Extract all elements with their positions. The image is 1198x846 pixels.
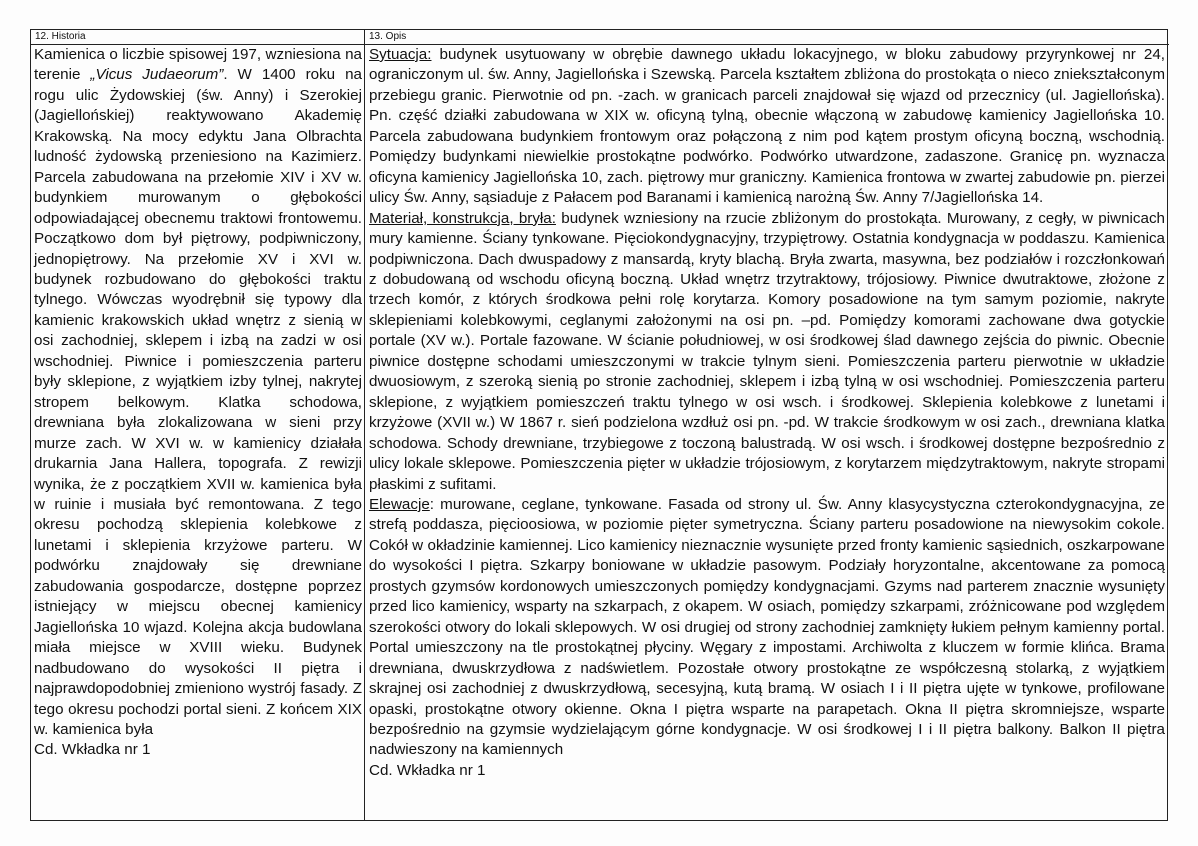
section-title-construction: Materiał, konstrukcja, bryła: (369, 209, 556, 227)
section-text-construction: budynek wzniesiony na rzucie zbliżonym do prostokąta. Murowany, z cegły, w piwnicach mury kamienne. Ściany tynkowane. Pięciokondygnacyjny, trzypiętrowy. Ostatnia kondygnacja w poddaszu. Kamienica podpiwniczona. Dach dwuspadowy z mansardą, kryty blachą. Bryła zwarta, masywna, bez podziałów i rozczłonkowań z dobudowaną od wschodu oficyną boczną. Układ wnętrz trzytraktowy, trójosiowy. Piwnice dwutraktowe, złożone z trzech komór, z których środkowa pełni rolę korytarza. Komory posadowione na tym samym poziomie, nakryte sklepieniami kolebkowymi, ceglanymi założonymi na osi pn. –pd. Pomiędzy komorami zachowane dwa gotyckie portale (XV w.). Portale fazowane. W ścianie południowej, w osi środkowej ślad dawnego zejścia do piwnic. Obecnie piwnice dostępne schodami umieszczonymi w trakcie tylnym sieni. Pomieszczenia parteru pierwotnie w układzie dwuosiowym, z szeroką sienią po stronie zachodniej, sklepem i izbą tylną w osi wschodniej. Pomieszczenia parteru sklepione, z wyjątkiem pomieszczeń traktu tylnego w osi wsch. i środkowej. Sklepienia kolebkowe z lunetami i krzyżowe (XVII w.) W 1867 r. sień podzielona wzdłuż osi pn. -pd. W trakcie środkowym w osi zach., drewniana klatka schodowa. Schody drewniane, trzybiegowe z toczoną balustradą. W osi wsch. i środkowej dostępne bezpośrednio z ulicy lokale sklepowe. Pomieszczenia pięter w układzie trójosiowym, z korytarzem międzytraktowym, nakryte stropami płaskimi z sufitami. (369, 209, 1165, 493)
history-intro: Kamienica o liczbie spisowej 197, wzniesiona na terenie (34, 46, 362, 84)
section-title-elevations: Elewacje (369, 495, 430, 513)
description-text (365, 45, 1169, 781)
section-title-situation: Sytuacja: (369, 46, 432, 63)
history-header-label: 12. Historia (35, 31, 86, 42)
description-header (365, 30, 1169, 45)
description-column (365, 30, 1169, 820)
history-intro-italic: „Vicus Judaeorum” (90, 66, 224, 84)
description-header-label: 13. Opis (369, 31, 407, 42)
history-header (31, 30, 364, 45)
history-body: . W 1400 roku na rogu ulic Żydowskiej (św. Anny) i Szerokiej (Jagiellońskiej) reaktywowano Akademię Krakowską. Na mocy edyktu Jana Olbrachta ludność żydowską przeniesiono na Kazimierz. Parcela zabudowana na przełomie XIV i XV w. budynkiem murowanym o głębokości odpowiadającej obecnemu traktowi frontowemu. Początkowo dom był piętrowy, podpiwniczony, jednopiętrowy. Na przełomie XV i XVI w. budynek rozbudowano do głębokości traktu tylnego. Wówczas wyodrębnił się typowy dla kamienic krakowskich układ wnętrz z sienią w osi zachodniej, sklepem i izbą na zadzi w osi wschodniej. Piwnice i pomieszczenia parteru były sklepione, z wyjątkiem izby tylnej, nakrytej stropem belkowym. Klatka schodowa, drewniana była zlokalizowana w sieni przy murze zach. W XVI w. w kamienicy działała drukarnia Jana Hallera, topografa. Z rewizji wynika, że z początkiem XVII w. kamienica była w ruinie i musiała być remontowana. Z tego okresu pochodzą sklepienia kolebkowe z lunetami i sklepienia krzyżowe parteru. W podwórku znajdowały się drewniane zabudowania gospodarcze, dostępne poprzez istniejący w miejscu obecnej kamienicy Jagiellońska 10 wjazd. Kolejna akcja budowlana miała miejsce w XVIII wieku. Budynek nadbudowano do wysokości II piętra i najprawdopodobniej zmieniono wystrój fasady. Z tego okresu pochodzi portal sieni. Z końcem XIX w. kamienica była (34, 66, 362, 738)
form-table (30, 29, 1168, 821)
section-text-situation: budynek usytuowany w obrębie dawnego układu lokacyjnego, w bloku zabudowy przyrynkowej nr 24, ograniczonym ul. św. Anny, Jagiellońska i Szewską. Parcela kształtem zbliżona do prostokąta o nieco zniekształconym przebiegu granic. Pierwotnie od pn. -zach. w granicach parceli znajdował się wjazd od przecznicy (ul. Jagiellońska). Pn. część działki zabudowana w XIX w. oficyną tylną, obecnie włączoną w zabudowę kamienicy Jagiellońska 10. Parcela zabudowana budynkiem frontowym oraz połączoną z nim pod kątem prostym oficyną boczną, wschodnią. Pomiędzy budynkami niewielkie prostokątne podwórko. Podwórko utwardzone, zadaszone. Granicę pn. wyznacza oficyna kamienicy Jagiellońska 10, zach. piętrowy mur graniczny. Kamienica frontowa w zwartej zabudowie pn. pierzei ulicy Św. Anny, sąsiaduje z Pałacem pod Baranami i kamienicą narożną Św. Anny 7/Jagiellońska 14. (369, 46, 1165, 207)
description-continuation: Cd. Wkładka nr 1 (369, 761, 486, 779)
history-text (31, 45, 364, 761)
history-continuation: Cd. Wkładka nr 1 (34, 741, 151, 759)
section-text-elevations: : murowane, ceglane, tynkowane. Fasada od strony ul. Św. Anny klasycystyczna czterokondygnacyjna, ze strefą poddasza, pięcioosiowa, w poziomie pięter symetryczna. Ściany parteru posadowione na niewysokim cokole. Cokół w okładzinie kamiennej. Lico kamienicy nieznacznie wysunięte przed fronty kamienic sąsiednich, oszkarpowane do wysokości I piętra. Szkarpy boniowane w układzie pasowym. Podziały horyzontalne, akcentowane za pomocą prostych gzymsów kordonowych umieszczonych pomiędzy kondygnacjami. Gzyms nad parterem znacznie wysunięty przed lico kamienicy, wsparty na szkarpach, z okapem. W osiach, pomiędzy szkarpami, zróżnicowane pod względem szerokości otwory do lokali sklepowych. W osi drugiej od strony zachodniej zamknięty łukiem pełnym kamienny portal. Portal umieszczony na tle prostokątnej płyciny. Węgary z impostami. Archiwolta z kluczem w formie klińca. Brama drewniana, dwuskrzydłowa z nadświetlem. Pozostałe otwory prostokątne ze współczesną stolarką, z wyjątkiem skrajnej osi zachodniej z dwuskrzydłową, secesyjną, kutą bramą. W osiach I i II piętra ujęte w tynkowe, profilowane opaski, prostokątne otwory okienne. Okna I piętra wsparte na parapetach. Okna II piętra skromniejsze, wsparte bezpośrednio na gzymsie wydzielającym górne kondygnacje. W osi środkowej I i II piętra balkony. Balkon II piętra nadwieszony na kamiennych (369, 495, 1165, 759)
history-column (31, 30, 365, 820)
